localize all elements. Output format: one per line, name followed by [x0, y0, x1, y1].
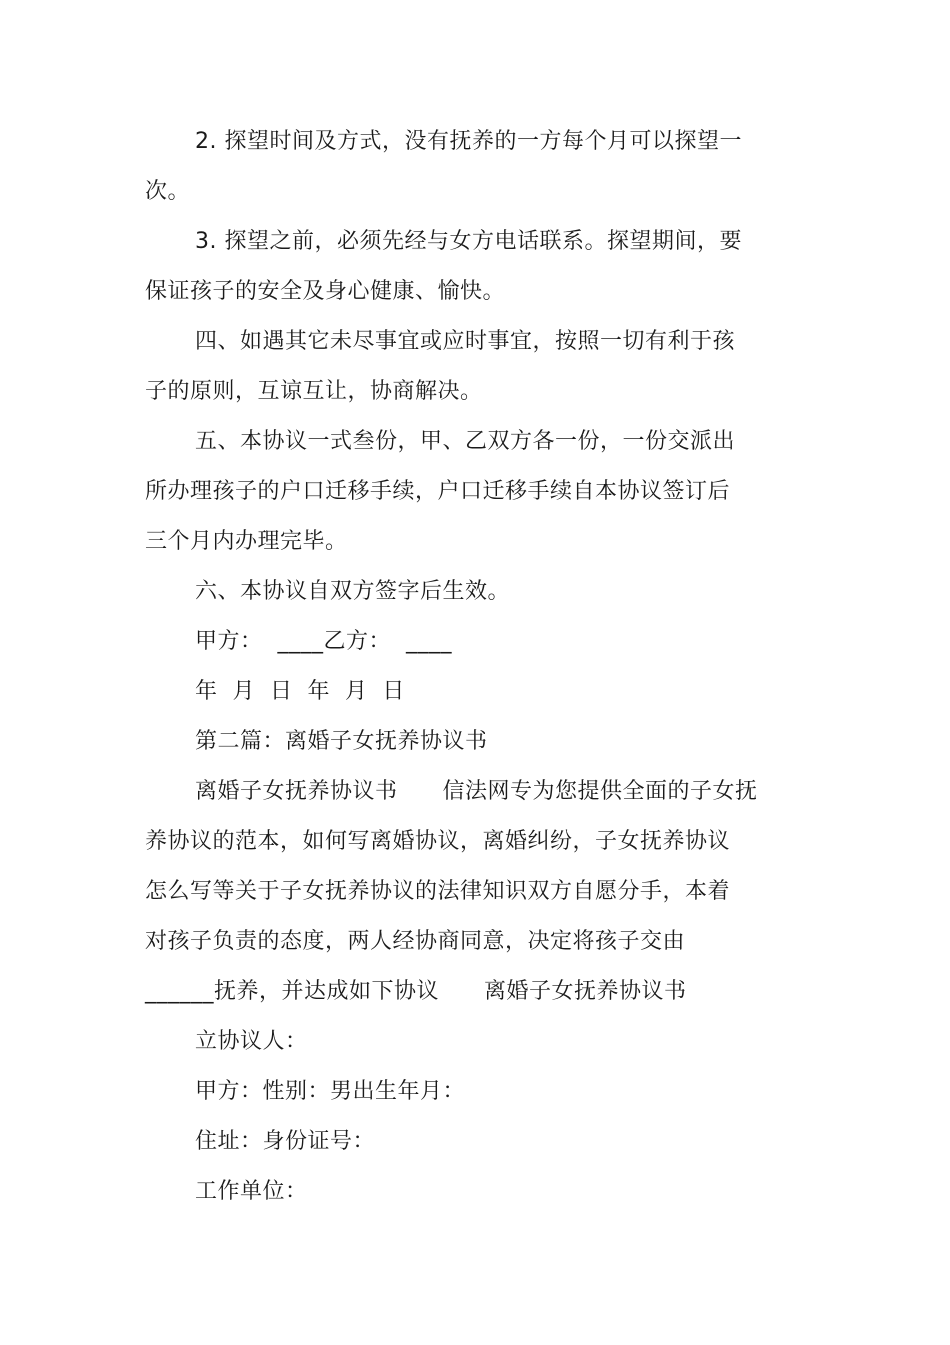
paragraph-line: 离婚子女抚养协议书 信法网专为您提供全面的子女抚 — [195, 779, 758, 804]
form-label: 甲方：性别：男出生年月： — [195, 1079, 466, 1104]
signature-line: 甲方： ____乙方： ____ — [195, 629, 452, 654]
paragraph-line: 四、如遇其它未尽事宜或应时事宜，按照一切有利于孩 — [195, 329, 736, 354]
paragraph-line: ______抚养，并达成如下协议 离婚子女抚养协议书 — [145, 979, 687, 1004]
paragraph-line: 次。 — [145, 179, 191, 204]
paragraph-line: 对孩子负责的态度，两人经协商同意，决定将孩子交由 — [145, 929, 686, 954]
paragraph-line: 养协议的范本，如何写离婚协议，离婚纠纷，子女抚养协议 — [145, 829, 731, 854]
section-heading: 第二篇：离婚子女抚养协议书 — [195, 729, 488, 754]
paragraph-line: 所办理孩子的户口迁移手续，户口迁移手续自本协议签订后 — [145, 479, 731, 504]
form-label: 立协议人： — [195, 1029, 308, 1054]
paragraph-line: 子的原则，互谅互让，协商解决。 — [145, 379, 483, 404]
date-line: 年 月 日 年 月 日 — [195, 679, 405, 704]
paragraph-line: 怎么写等关于子女抚养协议的法律知识双方自愿分手，本着 — [145, 879, 731, 904]
paragraph-line: 六、本协议自双方签字后生效。 — [195, 579, 511, 604]
paragraph-line: 2. 探望时间及方式，没有抚养的一方每个月可以探望一 — [195, 129, 742, 154]
paragraph-line: 三个月内办理完毕。 — [145, 529, 348, 554]
paragraph-line: 3. 探望之前，必须先经与女方电话联系。探望期间，要 — [195, 229, 742, 254]
paragraph-line: 保证孩子的安全及身心健康、愉快。 — [145, 279, 506, 304]
form-label: 工作单位： — [195, 1179, 308, 1204]
form-label: 住址：身份证号： — [195, 1129, 376, 1154]
paragraph-line: 五、本协议一式叁份，甲、乙双方各一份，一份交派出 — [195, 429, 736, 454]
